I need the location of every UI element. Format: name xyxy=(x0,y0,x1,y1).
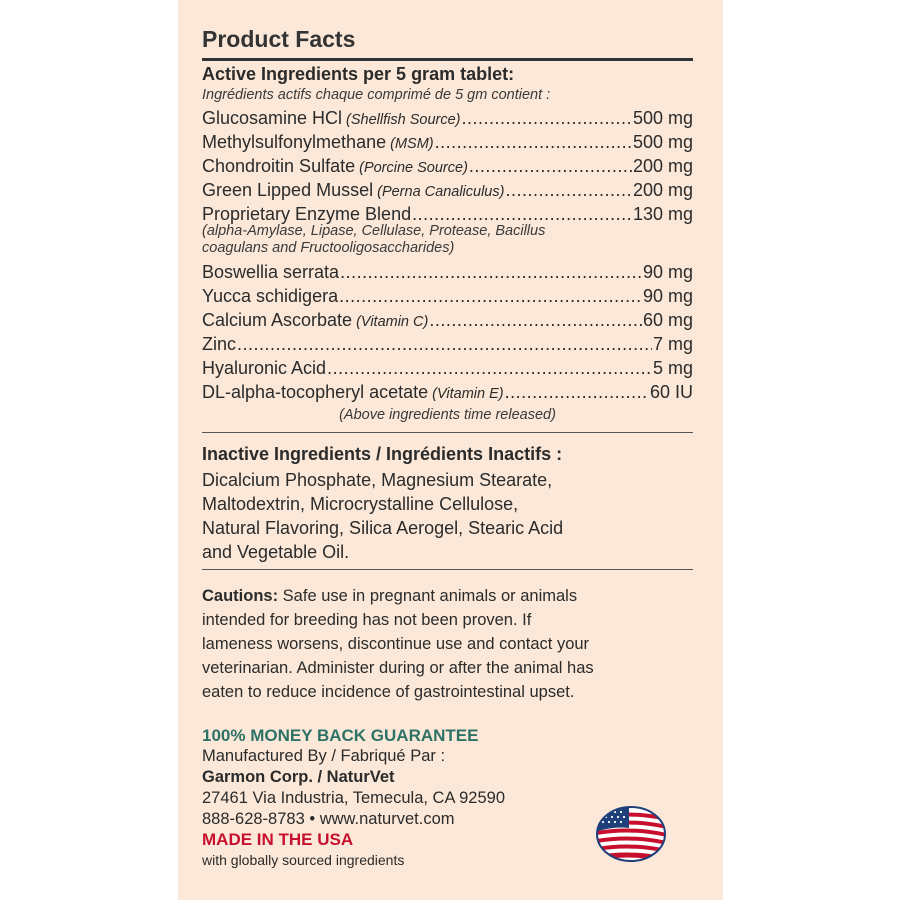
active-divider xyxy=(202,432,693,433)
ingredient-note: (MSM) xyxy=(390,136,434,152)
ingredient-row xyxy=(202,156,693,180)
ingredient-note: (Porcine Source) xyxy=(359,160,468,176)
leader-dots xyxy=(339,286,642,307)
ingredient-amount: 90 mg xyxy=(642,286,693,306)
ingredient-name: Zinc xyxy=(202,334,237,354)
company-address: 27461 Via Industria, Temecula, CA 92590 xyxy=(202,789,506,807)
title-divider xyxy=(202,58,693,61)
leader-dots xyxy=(429,310,642,331)
leader-dots xyxy=(340,262,642,283)
ingredient-note: (Perna Canaliculus) xyxy=(377,184,505,200)
ingredient-amount: 130 mg xyxy=(632,204,693,224)
ingredient-amount: 5 mg xyxy=(652,358,693,378)
inactive-list xyxy=(202,468,693,564)
ingredient-amount: 500 mg xyxy=(632,132,693,152)
guarantee-text: 100% MONEY BACK GUARANTEE xyxy=(202,726,479,745)
ingredient-name: Yucca schidigera xyxy=(202,286,339,306)
ingredient-name: Methylsulfonylmethane xyxy=(202,132,387,152)
leader-dots xyxy=(412,204,632,225)
ingredient-row xyxy=(202,262,693,286)
ingredient-name: Hyaluronic Acid xyxy=(202,358,327,378)
ingredient-note: (Vitamin E) xyxy=(432,386,504,402)
ingredient-row xyxy=(202,286,693,310)
cautions-line-1: Safe use in pregnant animals or animals xyxy=(278,587,578,605)
ingredient-row xyxy=(202,180,693,204)
inactive-line-3: Natural Flavoring, Silica Aerogel, Stearic Acid xyxy=(202,518,564,538)
ingredient-row xyxy=(202,334,693,358)
cautions-line-3: lameness worsens, discontinue use and contact your xyxy=(202,635,590,653)
inactive-heading: Inactive Ingredients / Ingrédients Inactifs : xyxy=(202,444,563,464)
ingredient-amount: 200 mg xyxy=(632,180,693,200)
ingredient-name: Boswellia serrata xyxy=(202,262,340,282)
company-contact: 888-628-8783 • www.naturvet.com xyxy=(202,810,455,828)
ingredient-note: (Shellfish Source) xyxy=(346,112,461,128)
ingredient-name: Chondroitin Sulfate xyxy=(202,156,356,176)
inactive-line-4: and Vegetable Oil. xyxy=(202,542,350,562)
ingredient-amount: 500 mg xyxy=(632,108,693,128)
active-heading: Active Ingredients per 5 gram tablet: xyxy=(202,64,515,84)
ingredient-name: DL-alpha-tocopheryl acetate xyxy=(202,382,429,402)
active-subheading: Ingrédients actifs chaque comprimé de 5 gm contient : xyxy=(202,87,551,103)
inactive-line-2: Maltodextrin, Microcrystalline Cellulose, xyxy=(202,494,519,514)
enzyme-detail-2: coagulans and Fructooligosaccharides) xyxy=(202,240,455,256)
time-release-note: (Above ingredients time released) xyxy=(339,407,556,423)
enzyme-detail-1: (alpha-Amylase, Lipase, Cellulase, Protease, Bacillus xyxy=(202,223,546,239)
cautions-text xyxy=(202,584,693,704)
cautions-label: Cautions: xyxy=(202,587,279,605)
leader-dots xyxy=(327,358,652,379)
inactive-line-1: Dicalcium Phosphate, Magnesium Stearate, xyxy=(202,470,553,490)
leader-dots xyxy=(469,156,632,177)
leader-dots xyxy=(435,132,632,153)
leader-dots xyxy=(461,108,631,129)
ingredient-amount: 7 mg xyxy=(652,334,693,354)
ingredient-amount: 90 mg xyxy=(642,262,693,282)
ingredient-amount: 200 mg xyxy=(632,156,693,176)
inactive-divider xyxy=(202,569,693,570)
ingredient-name: Calcium Ascorbate xyxy=(202,310,353,330)
page-title: Product Facts xyxy=(202,26,356,52)
ingredient-row xyxy=(202,382,693,406)
cautions-line-5: eaten to reduce incidence of gastrointestinal upset. xyxy=(202,683,575,701)
ingredient-row xyxy=(202,310,693,334)
cautions-line-4: veterinarian. Administer during or after the animal has xyxy=(202,659,594,677)
product-facts-panel xyxy=(178,0,723,900)
ingredient-amount: 60 IU xyxy=(649,382,693,402)
ingredient-row xyxy=(202,358,693,382)
ingredient-name: Green Lipped Mussel xyxy=(202,180,374,200)
sourced-note: with globally sourced ingredients xyxy=(202,852,405,868)
ingredient-amount: 60 mg xyxy=(642,310,693,330)
ingredient-name: Glucosamine HCl xyxy=(202,108,343,128)
company-name: Garmon Corp. / NaturVet xyxy=(202,768,395,786)
cautions-line-2: intended for breeding has not been proven. If xyxy=(202,611,532,629)
ingredient-row xyxy=(202,132,693,156)
made-in-usa: MADE IN THE USA xyxy=(202,830,354,849)
us-flag-icon xyxy=(595,806,667,862)
leader-dots xyxy=(505,382,649,403)
ingredient-note: (Vitamin C) xyxy=(356,314,429,330)
leader-dots xyxy=(505,180,632,201)
leader-dots xyxy=(237,334,652,355)
ingredient-row xyxy=(202,108,693,132)
ingredient-name: Proprietary Enzyme Blend xyxy=(202,204,412,224)
manufactured-by: Manufactured By / Fabriqué Par : xyxy=(202,747,446,765)
